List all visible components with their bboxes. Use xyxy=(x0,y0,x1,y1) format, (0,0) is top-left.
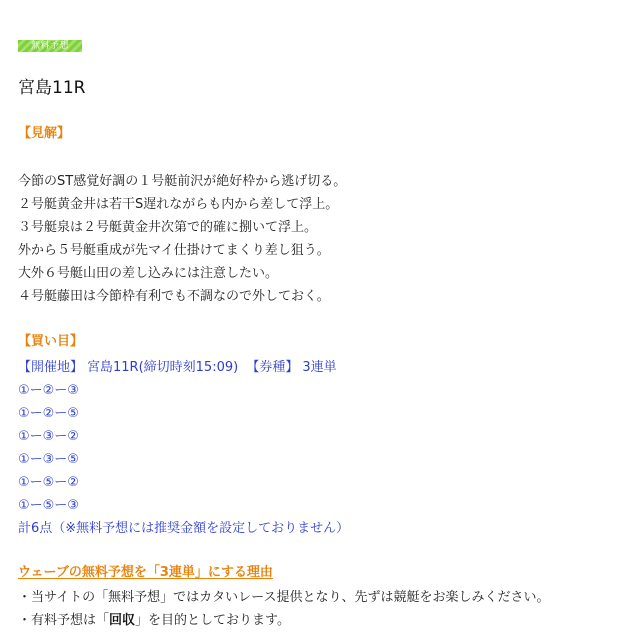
analysis-line: 今節のST感覚好調の１号艇前沢が絶好枠から逃げ切る。 xyxy=(18,174,347,189)
bet-type-value: 3連単 xyxy=(302,360,337,375)
reason-list xyxy=(18,586,549,632)
section-heading-kaime: 【買い目】 xyxy=(18,334,84,349)
reason-item xyxy=(18,586,549,609)
bet-combination: ①ー②ー⑤ xyxy=(18,406,79,421)
bet-combination: ①ー③ー⑤ xyxy=(18,452,79,467)
bet-total: 計6点（※無料予想には推奨金額を設定しておりません） xyxy=(18,521,350,536)
bet-combination: ①ー②ー③ xyxy=(18,383,79,398)
venue-value: 宮島11R(締切時刻15:09) xyxy=(87,360,239,375)
bet-combination: ①ー③ー② xyxy=(18,429,79,444)
reason-text: ・当サイトの「無料予想」ではカタいレース提供となり、先ずは競艇をお楽しみください。 xyxy=(18,590,550,605)
analysis-text xyxy=(18,170,346,308)
bet-info-line xyxy=(18,356,349,379)
reason-text: 」を目的としております。 xyxy=(135,613,290,628)
bet-combination: ①ー⑤ー② xyxy=(18,475,79,490)
analysis-line: 外から５号艇重成が先マイ仕掛けてまくり差し狙う。 xyxy=(18,243,330,258)
reason-emphasis: 回収 xyxy=(109,613,136,628)
section-heading-kenkai: 【見解】 xyxy=(18,126,71,141)
venue-label: 【開催地】 xyxy=(18,360,84,375)
analysis-line: 大外６号艇山田の差し込みには注意したい。 xyxy=(18,266,279,281)
reason-heading-link[interactable]: ウェーブの無料予想を「3連単」にする理由 xyxy=(18,565,273,580)
free-prediction-badge: 無料予想 xyxy=(18,40,82,52)
analysis-line: ２号艇黄金井は若干S遅れながらも内から差して浮上。 xyxy=(18,197,339,212)
page-title: 宮島11R xyxy=(18,78,86,98)
analysis-line: ３号艇泉は２号艇黄金井次第で的確に捌いて浮上。 xyxy=(18,220,318,235)
analysis-line: ４号艇藤田は今節枠有利でも不調なので外しておく。 xyxy=(18,289,330,304)
reason-text: ・有料予想は「 xyxy=(18,613,110,628)
bet-combination: ①ー⑤ー③ xyxy=(18,498,79,513)
bet-type-label: 【券種】 xyxy=(246,360,299,375)
reason-item xyxy=(18,609,549,632)
bet-list xyxy=(18,356,349,540)
